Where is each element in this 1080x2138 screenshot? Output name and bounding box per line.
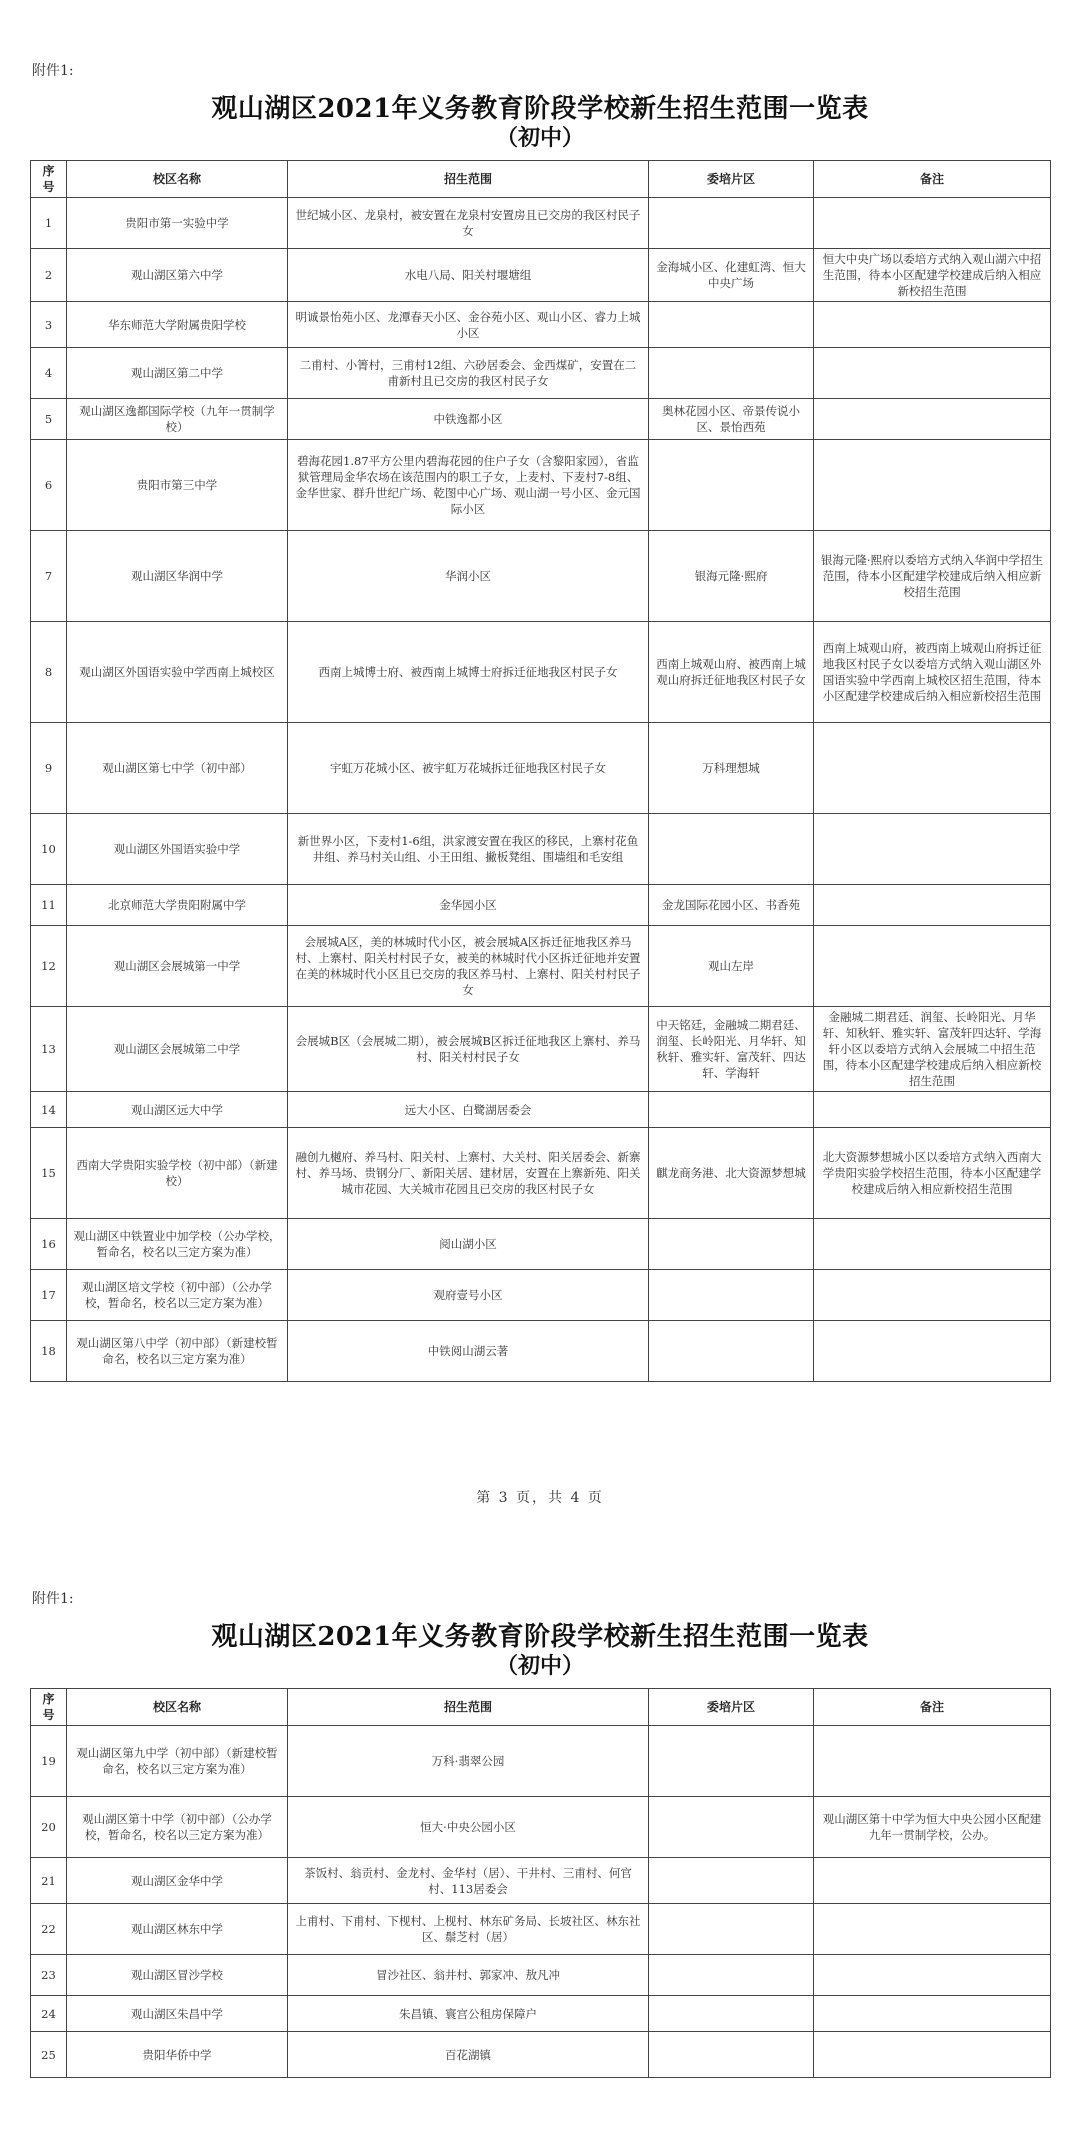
enrollment-range-cell: 明诚景怡苑小区、龙潭春天小区、金谷苑小区、观山小区、睿力上城小区 <box>288 302 649 348</box>
delegated-area-cell <box>649 814 814 885</box>
remark-cell <box>814 2032 1051 2078</box>
enrollment-range-cell: 华润小区 <box>288 531 649 622</box>
delegated-area-cell <box>649 2032 814 2078</box>
row-number: 18 <box>31 1321 67 1382</box>
table-row <box>31 1726 1051 1797</box>
remark-cell: 北大资源梦想城小区以委培方式纳入西南大学贵阳实验学校招生范围，待本小区配建学校建成后纳入相应新校招生范围 <box>814 1128 1051 1219</box>
enrollment-range-cell: 观府壹号小区 <box>288 1270 649 1321</box>
row-number: 24 <box>31 1996 67 2032</box>
table-row <box>31 1007 1051 1092</box>
table-row <box>31 1321 1051 1382</box>
delegated-area-cell <box>649 1726 814 1797</box>
remark-cell: 恒大中央广场以委培方式纳入观山湖六中招生范围，待本小区配建学校建成后纳入相应新校招生范围 <box>814 249 1051 302</box>
row-number: 6 <box>31 440 67 531</box>
delegated-area-cell: 观山左岸 <box>649 926 814 1007</box>
school-name-cell: 观山湖区朱昌中学 <box>67 1996 288 2032</box>
row-number: 23 <box>31 1955 67 1996</box>
delegated-area-cell <box>649 198 814 249</box>
row-number: 11 <box>31 885 67 926</box>
school-name-cell: 观山湖区远大中学 <box>67 1092 288 1128</box>
delegated-area-cell: 银海元隆·熙府 <box>649 531 814 622</box>
remark-cell <box>814 440 1051 531</box>
enrollment-range-cell: 世纪城小区、龙泉村，被安置在龙泉村安置房且已交房的我区村民子女 <box>288 198 649 249</box>
table-row <box>31 2032 1051 2078</box>
delegated-area-cell: 金龙国际花园小区、书香苑 <box>649 885 814 926</box>
row-number: 19 <box>31 1726 67 1797</box>
enrollment-range-cell: 二甫村、小箐村，三甫村12组、六砂居委会、金西煤矿，安置在二甫新村且已交房的我区村民子女 <box>288 348 649 399</box>
header-range: 招生范围 <box>288 1689 649 1726</box>
table-row <box>31 440 1051 531</box>
school-name-cell: 观山湖区第九中学（初中部）（新建校暂命名，校名以三定方案为准） <box>67 1726 288 1797</box>
remark-cell: 西南上城观山府，被西南上城观山府拆迁征地我区村民子女以委培方式纳入观山湖区外国语实验中学西南上城校区招生范围，待本小区配建学校建成后纳入相应新校招生范围 <box>814 622 1051 723</box>
school-name-cell: 华东师范大学附属贵阳学校 <box>67 302 288 348</box>
school-name-cell: 观山湖区中铁置业中加学校（公办学校，暂命名，校名以三定方案为准） <box>67 1219 288 1270</box>
table-row <box>31 302 1051 348</box>
header-no: 序号 <box>31 161 67 198</box>
delegated-area-cell <box>649 1797 814 1858</box>
table-row <box>31 249 1051 302</box>
enrollment-range-cell: 上甫村、下甫村、下枧村、上枧村、林东矿务局、长坡社区、林东社区、鬃芝村（居） <box>288 1904 649 1955</box>
remark-cell <box>814 1270 1051 1321</box>
table-row <box>31 622 1051 723</box>
table-row <box>31 1955 1051 1996</box>
row-number: 13 <box>31 1007 67 1092</box>
delegated-area-cell: 麒龙商务港、北大资源梦想城 <box>649 1128 814 1219</box>
row-number: 21 <box>31 1858 67 1904</box>
remark-cell: 金融城二期君廷、润玺、长岭阳光、月华轩、知秋轩、雅实轩、富茂轩四达轩、学海轩小区以委培方式纳入会展城二中招生范围，待本小区配建学校建成后纳入相应新校招生范围 <box>814 1007 1051 1092</box>
school-name-cell: 观山湖区会展城第二中学 <box>67 1007 288 1092</box>
row-number: 2 <box>31 249 67 302</box>
table-row <box>31 1128 1051 1219</box>
delegated-area-cell <box>649 1955 814 1996</box>
table-row <box>31 531 1051 622</box>
header-school: 校区名称 <box>67 1689 288 1726</box>
remark-cell <box>814 1858 1051 1904</box>
delegated-area-cell <box>649 1904 814 1955</box>
row-number: 8 <box>31 622 67 723</box>
table-row <box>31 1904 1051 1955</box>
remark-cell <box>814 814 1051 885</box>
school-name-cell: 观山湖区逸都国际学校（九年一贯制学校） <box>67 399 288 440</box>
header-delegate: 委培片区 <box>649 1689 814 1726</box>
row-number: 3 <box>31 302 67 348</box>
table-row <box>31 348 1051 399</box>
row-number: 16 <box>31 1219 67 1270</box>
enrollment-range-cell: 西南上城博士府、被西南上城博士府拆迁征地我区村民子女 <box>288 622 649 723</box>
school-name-cell: 观山湖区外国语实验中学 <box>67 814 288 885</box>
delegated-area-cell <box>649 1219 814 1270</box>
remark-cell <box>814 1092 1051 1128</box>
enrollment-table-page-1 <box>30 160 1051 1382</box>
row-number: 5 <box>31 399 67 440</box>
delegated-area-cell: 西南上城观山府、被西南上城观山府拆迁征地我区村民子女 <box>649 622 814 723</box>
enrollment-range-cell: 融创九樾府、养马村、阳关村、上寨村、大关村、阳关居委会、新寨村、养马场、贵钢分厂、新阳关居、建材居，安置在上寨新苑、阳关城市花园、大关城市花园且已交房的我区村民子女 <box>288 1128 649 1219</box>
remark-cell <box>814 348 1051 399</box>
school-name-cell: 北京师范大学贵阳附属中学 <box>67 885 288 926</box>
delegated-area-cell <box>649 1996 814 2032</box>
table-row <box>31 1858 1051 1904</box>
delegated-area-cell <box>649 440 814 531</box>
header-school: 校区名称 <box>67 161 288 198</box>
row-number: 10 <box>31 814 67 885</box>
enrollment-range-cell: 金华园小区 <box>288 885 649 926</box>
header-no: 序号 <box>31 1689 67 1726</box>
remark-cell <box>814 302 1051 348</box>
delegated-area-cell: 金海城小区、化建虹湾、恒大中央广场 <box>649 249 814 302</box>
header-delegate: 委培片区 <box>649 161 814 198</box>
header-note: 备注 <box>814 1689 1051 1726</box>
enrollment-range-cell: 碧海花园1.87平方公里内碧海花园的住户子女（含黎阳家园），省监狱管理局金华农场在该范围内的职工子女，上麦村、下麦村7-8组、金华世家、群升世纪广场、乾图中心广场、观山湖一号小区、金元国际小区 <box>288 440 649 531</box>
delegated-area-cell <box>649 348 814 399</box>
remark-cell <box>814 1996 1051 2032</box>
enrollment-range-cell: 宇虹万花城小区、被宇虹万花城拆迁征地我区村民子女 <box>288 723 649 814</box>
page-footer: 第 3 页，共 4 页 <box>476 1490 604 1506</box>
enrollment-range-cell: 水电八局、阳关村堰塘组 <box>288 249 649 302</box>
document-subtitle: （初中） <box>495 125 584 151</box>
enrollment-range-cell: 会展城A区，美的林城时代小区，被会展城A区拆迁征地我区养马村、上寨村、阳关村村民子女，被美的林城时代小区拆迁征地并安置在美的林城时代小区且已交房的我区养马村、上寨村、阳关村村民子女 <box>288 926 649 1007</box>
table-row <box>31 1219 1051 1270</box>
school-name-cell: 观山湖区培文学校（初中部）（公办学校，暂命名，校名以三定方案为准） <box>67 1270 288 1321</box>
enrollment-range-cell: 远大小区、白鹭湖居委会 <box>288 1092 649 1128</box>
row-number: 25 <box>31 2032 67 2078</box>
row-number: 22 <box>31 1904 67 1955</box>
remark-cell <box>814 399 1051 440</box>
document-title: 观山湖区2021年义务教育阶段学校新生招生范围一览表 <box>211 1622 869 1652</box>
table-row <box>31 198 1051 249</box>
school-name-cell: 观山湖区第八中学（初中部）（新建校暂命名，校名以三定方案为准） <box>67 1321 288 1382</box>
attachment-label: 附件1: <box>32 1591 74 1607</box>
school-name-cell: 观山湖区第十中学（初中部）（公办学校，暂命名，校名以三定方案为准） <box>67 1797 288 1858</box>
school-name-cell: 贵阳市第三中学 <box>67 440 288 531</box>
school-name-cell: 观山湖区冒沙学校 <box>67 1955 288 1996</box>
row-number: 7 <box>31 531 67 622</box>
delegated-area-cell: 奥林花园小区、帝景传说小区、景怡西苑 <box>649 399 814 440</box>
school-name-cell: 贵阳市第一实验中学 <box>67 198 288 249</box>
school-name-cell: 贵阳华侨中学 <box>67 2032 288 2078</box>
enrollment-range-cell: 冒沙社区、翁井村、郭家冲、敖凡冲 <box>288 1955 649 1996</box>
table-row <box>31 1797 1051 1858</box>
school-name-cell: 观山湖区第二中学 <box>67 348 288 399</box>
delegated-area-cell <box>649 1092 814 1128</box>
remark-cell <box>814 926 1051 1007</box>
enrollment-range-cell: 茶饭村、翁贡村、金龙村、金华村（居）、干井村、三甫村、何官村、113居委会 <box>288 1858 649 1904</box>
document-subtitle: （初中） <box>495 1653 584 1679</box>
row-number: 20 <box>31 1797 67 1858</box>
school-name-cell: 观山湖区第七中学（初中部） <box>67 723 288 814</box>
row-number: 17 <box>31 1270 67 1321</box>
school-name-cell: 观山湖区华润中学 <box>67 531 288 622</box>
delegated-area-cell: 万科理想城 <box>649 723 814 814</box>
delegated-area-cell <box>649 1270 814 1321</box>
school-name-cell: 西南大学贵阳实验学校（初中部）（新建校） <box>67 1128 288 1219</box>
enrollment-range-cell: 中铁逸都小区 <box>288 399 649 440</box>
row-number: 15 <box>31 1128 67 1219</box>
enrollment-range-cell: 朱昌镇、寰宫公租房保障户 <box>288 1996 649 2032</box>
table-row <box>31 885 1051 926</box>
remark-cell <box>814 1321 1051 1382</box>
attachment-label: 附件1: <box>32 63 74 79</box>
remark-cell <box>814 1955 1051 1996</box>
enrollment-range-cell: 中铁阅山湖云著 <box>288 1321 649 1382</box>
enrollment-range-cell: 万科·翡翠公园 <box>288 1726 649 1797</box>
delegated-area-cell <box>649 1321 814 1382</box>
table-row <box>31 814 1051 885</box>
table-row <box>31 1092 1051 1128</box>
remark-cell <box>814 723 1051 814</box>
delegated-area-cell <box>649 302 814 348</box>
remark-cell <box>814 1726 1051 1797</box>
remark-cell <box>814 198 1051 249</box>
table-row <box>31 926 1051 1007</box>
document-title: 观山湖区2021年义务教育阶段学校新生招生范围一览表 <box>211 94 869 124</box>
header-note: 备注 <box>814 161 1051 198</box>
row-number: 1 <box>31 198 67 249</box>
enrollment-range-cell: 恒大·中央公园小区 <box>288 1797 649 1858</box>
enrollment-table-page-2 <box>30 1688 1051 2078</box>
row-number: 9 <box>31 723 67 814</box>
row-number: 12 <box>31 926 67 1007</box>
enrollment-range-cell: 百花湖镇 <box>288 2032 649 2078</box>
school-name-cell: 观山湖区金华中学 <box>67 1858 288 1904</box>
delegated-area-cell: 中天铭廷，金融城二期君廷、润玺、长岭阳光、月华轩、知秋轩、雅实轩、富茂轩、四达轩、学海轩 <box>649 1007 814 1092</box>
header-range: 招生范围 <box>288 161 649 198</box>
table-row <box>31 1996 1051 2032</box>
row-number: 14 <box>31 1092 67 1128</box>
remark-cell: 观山湖区第十中学为恒大中央公园小区配建九年一贯制学校，公办。 <box>814 1797 1051 1858</box>
remark-cell <box>814 1219 1051 1270</box>
school-name-cell: 观山湖区林东中学 <box>67 1904 288 1955</box>
enrollment-range-cell: 阅山湖小区 <box>288 1219 649 1270</box>
table-header-row <box>31 1689 1051 1726</box>
row-number: 4 <box>31 348 67 399</box>
remark-cell <box>814 885 1051 926</box>
table-row <box>31 399 1051 440</box>
delegated-area-cell <box>649 1858 814 1904</box>
remark-cell <box>814 1904 1051 1955</box>
school-name-cell: 观山湖区外国语实验中学西南上城校区 <box>67 622 288 723</box>
remark-cell: 银海元隆·熙府以委培方式纳入华润中学招生范围，待本小区配建学校建成后纳入相应新校招生范围 <box>814 531 1051 622</box>
enrollment-range-cell: 会展城B区（会展城二期），被会展城B区拆迁征地我区上寨村、养马村、阳关村村民子女 <box>288 1007 649 1092</box>
table-row <box>31 723 1051 814</box>
table-row <box>31 1270 1051 1321</box>
school-name-cell: 观山湖区第六中学 <box>67 249 288 302</box>
enrollment-range-cell: 新世界小区，下麦村1-6组，洪家渡安置在我区的移民，上寨村花鱼井组、养马村关山组、小王田组、撇板凳组、围墙组和毛安组 <box>288 814 649 885</box>
table-header-row <box>31 161 1051 198</box>
school-name-cell: 观山湖区会展城第一中学 <box>67 926 288 1007</box>
